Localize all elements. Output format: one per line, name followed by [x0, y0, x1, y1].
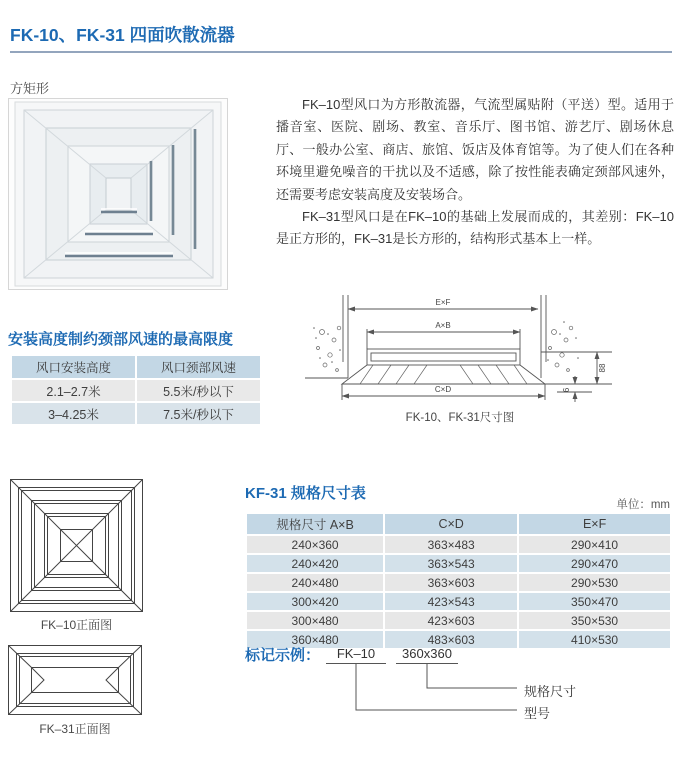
velocity-col-header: 风口颈部风速 — [137, 356, 260, 378]
height-table-header-row — [12, 356, 260, 378]
spec-table-title: KF-31 规格尺寸表 — [245, 485, 366, 502]
height-cell: 3–4.25米 — [12, 403, 135, 424]
spec-cell: 290×530 — [519, 574, 670, 591]
velocity-cell: 7.5米/秒以下 — [137, 403, 260, 424]
product-photo-square-diffuser — [8, 98, 228, 290]
dim-label-88: 88 — [598, 363, 607, 373]
page-title: FK-10、FK-31 四面吹散流器 — [10, 25, 235, 45]
concrete-dots-right — [547, 321, 579, 361]
fk31-front-view — [8, 645, 142, 715]
spec-table-unit: 单位：mm — [616, 499, 670, 511]
spec-cell: 300×420 — [247, 593, 383, 610]
spec-cell: 240×480 — [247, 574, 383, 591]
marking-callout-lines — [245, 662, 530, 717]
concrete-hatch-right — [549, 326, 573, 371]
intro-text — [276, 94, 674, 251]
callout-model: 型号 — [524, 706, 551, 721]
table-row — [12, 380, 260, 401]
table-row — [247, 555, 670, 572]
fk10-caption: FK–10正面图 — [40, 618, 113, 632]
dim-label-AB: A×B — [435, 321, 451, 330]
spec-cell: 363×483 — [385, 536, 517, 553]
spec-cell: 290×410 — [519, 536, 670, 553]
spec-cell: 300×480 — [247, 612, 383, 629]
height-table — [10, 354, 262, 426]
spec-cell: 363×603 — [385, 574, 517, 591]
spec-cell: 423×543 — [385, 593, 517, 610]
table-row — [247, 574, 670, 591]
dim-label-EF: E×F — [435, 298, 451, 307]
marking-example-label: 标记示例： — [245, 647, 321, 664]
dimension-drawing — [292, 292, 677, 406]
spec-cell: 363×543 — [385, 555, 517, 572]
spec-cell: 240×420 — [247, 555, 383, 572]
table-row — [247, 536, 670, 553]
fk10-front-view-drawing — [10, 479, 143, 612]
spec-cell: 240×360 — [247, 536, 383, 553]
spec-cell: 423×603 — [385, 612, 517, 629]
dim-label-6: 6 — [562, 387, 571, 393]
dim-label-CD: C×D — [434, 385, 452, 394]
shape-type-label: 方矩形 — [10, 81, 50, 96]
spec-cell: 350×470 — [519, 593, 670, 610]
spec-cell: 483×603 — [385, 631, 517, 648]
marking-model-value: FK–10 — [326, 646, 386, 664]
spec-cell: 410×530 — [519, 631, 670, 648]
dimension-figure-caption: FK-10、FK-31尺寸图 — [405, 412, 515, 424]
spec-col-ef: E×F — [519, 514, 670, 534]
dimension-figure — [292, 292, 677, 406]
fk10-front-view — [10, 479, 143, 612]
marking-size-value: 360x360 — [396, 646, 458, 664]
velocity-cell: 5.5米/秒以下 — [137, 380, 260, 401]
table-row — [12, 403, 260, 424]
height-cell: 2.1–2.7米 — [12, 380, 135, 401]
fk31-front-view-drawing — [8, 645, 142, 715]
title-rule — [10, 51, 672, 53]
spec-cell: 350×530 — [519, 612, 670, 629]
table-row — [247, 612, 670, 629]
intro-paragraph-1: FK–10型风口为方形散流器，气流型属贴附（平送）型。适用于播音室、医院、剧场、教室、音乐厅、图书馆、游艺厅、剧场休息厅、一般办公室、商店、旅馆、饭店及体育馆等。为了使人们在各种环境里避免噪音的干扰以及不适感，除了按性能表确定颈部风速外，还需要考虑安装高度及安装场合。 — [276, 97, 674, 202]
spec-table-header-row — [247, 514, 670, 534]
intro-paragraph-2: FK–31型风口是在FK–10的基础上发展而成的，其差别：FK–10是正方形的，FK–31是长方形的，结构形式基本上一样。 — [276, 209, 674, 247]
diffuser-photo-drawing — [9, 99, 227, 289]
spec-cell: 290×470 — [519, 555, 670, 572]
height-col-header: 风口安装高度 — [12, 356, 135, 378]
fk31-caption: FK–31正面图 — [39, 722, 111, 736]
height-table-title: 安装高度制约颈部风速的最高限度 — [8, 331, 234, 348]
spec-col-ab: 规格尺寸 A×B — [247, 514, 383, 534]
spec-col-cd: C×D — [385, 514, 517, 534]
callout-spec-size: 规格尺寸 — [524, 684, 577, 699]
concrete-dots-left — [313, 327, 341, 363]
spec-cell: 360×480 — [247, 631, 383, 648]
concrete-hatch-left — [317, 326, 341, 371]
spec-table — [245, 512, 672, 650]
table-row — [247, 593, 670, 610]
